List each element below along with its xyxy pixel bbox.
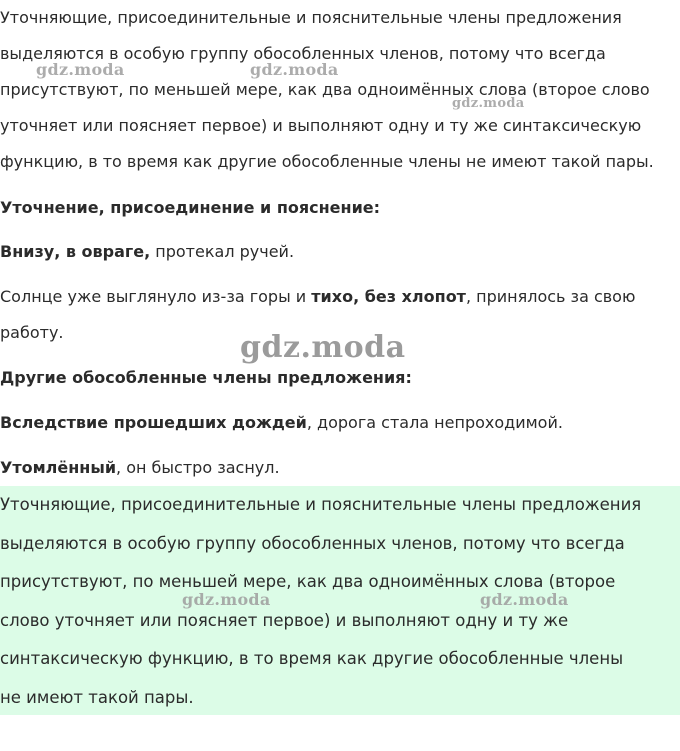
answer-line: Уточняющие, присоединительные и пояснительные члены предложения [0, 495, 642, 514]
example-1 [0, 234, 294, 270]
answer-line: выделяются в особую группу обособленных членов, потому что всегда [0, 533, 625, 553]
example-3-rest: , дорога стала непроходимой. [306, 413, 563, 432]
watermark-text-large: gdz.moda [240, 330, 406, 365]
example-4-rest: , он быстро заснул. [116, 458, 280, 477]
text-line: выделяются в особую группу обособленных членов, потому что всегда [0, 44, 606, 63]
text-line: функцию, в то время как другие обособленные члены не имеют такой пары. [0, 152, 654, 171]
answer-line: синтаксическую функцию, в то время как другие обособленные члены [0, 649, 624, 668]
example-1-rest: протекал ручей. [150, 242, 295, 261]
example-1-bold: Внизу, в овраге, [0, 242, 151, 261]
example-2 [0, 279, 635, 315]
example-4-bold: Утомлённый [0, 458, 117, 477]
answer-line: слово уточняет или поясняет первое) и выполняют одну и ту же [0, 610, 569, 630]
example-2-start: Солнце уже выглянуло из-за горы и [0, 287, 312, 306]
watermark-text: gdz.moda [452, 96, 525, 111]
section-heading-clarification: Уточнение, присоединение и пояснение: [0, 198, 381, 217]
highlighted-answer-block [0, 486, 680, 715]
answer-line: присутствуют, по меньшей мере, как два одноимённых слова (второе [0, 572, 616, 591]
answer-line: не имеют такой пары. [0, 687, 194, 707]
example-4 [0, 450, 280, 486]
watermark-text: gdz.moda [250, 60, 339, 79]
example-3-bold: Вследствие прошедших дождей [0, 413, 307, 432]
example-2-bold: тихо, без хлопот [311, 287, 466, 306]
text-line: присутствуют, по меньшей мере, как два одноимённых слова (второе слово [0, 80, 650, 99]
example-3 [0, 405, 563, 441]
watermark-text: gdz.moda [182, 590, 271, 609]
intro-paragraph [0, 0, 680, 180]
example-2-rest: , принялось за свою [465, 287, 636, 306]
example-2-line2: работу. [0, 323, 64, 342]
text-line: уточняет или поясняет первое) и выполняют одну и ту же синтаксическую [0, 116, 642, 135]
section-heading-other: Другие обособленные члены предложения: [0, 368, 412, 387]
watermark-text: gdz.moda [480, 590, 569, 609]
watermark-text: gdz.moda [36, 60, 125, 79]
text-line: Уточняющие, присоединительные и пояснительные члены предложения [0, 8, 622, 27]
